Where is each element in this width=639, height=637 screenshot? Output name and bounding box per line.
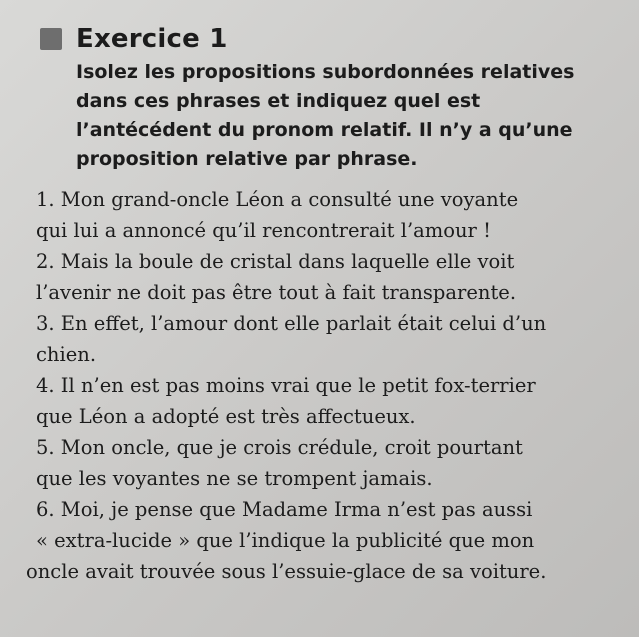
sentence-2 — [36, 246, 636, 308]
sentence-line: 2. Mais la boule de cristal dans laquelle elle voit — [36, 250, 515, 273]
square-bullet-icon — [40, 28, 62, 50]
sentence-4 — [36, 370, 636, 432]
sentence-line: l’avenir ne doit pas être tout à fait transparente. — [36, 281, 517, 304]
sentence-line: 4. Il n’en est pas moins vrai que le petit fox-terrier — [36, 374, 536, 397]
sentence-5 — [36, 432, 636, 494]
sentence-line: 3. En effet, l’amour dont elle parlait était celui d’un — [36, 312, 547, 335]
instruction-line: Isolez les propositions subordonnées relatives — [76, 61, 575, 83]
sentence-line: chien. — [36, 343, 97, 366]
sentence-line: 6. Moi, je pense que Madame Irma n’est pas aussi — [36, 498, 533, 521]
sentence-line: « extra-lucide » que l’indique la publicité que mon — [36, 529, 535, 552]
instruction-line: proposition relative par phrase. — [76, 148, 418, 170]
sentence-3 — [36, 308, 636, 370]
instruction-line: dans ces phrases et indiquez quel est — [76, 90, 481, 112]
instruction-line: l’antécédent du pronom relatif. Il n’y a qu’une — [76, 119, 573, 141]
sentence-line: qui lui a annoncé qu’il rencontrerait l’amour ! — [36, 219, 491, 242]
sentence-line: que les voyantes ne se trompent jamais. — [36, 467, 433, 490]
sentence-1 — [36, 184, 636, 246]
sentence-6 — [26, 494, 636, 587]
exercise-instruction — [76, 58, 574, 174]
exercise-title: Exercice 1 — [76, 24, 228, 54]
sentence-line: 1. Mon grand-oncle Léon a consulté une voyante — [36, 188, 519, 211]
sentence-line: 5. Mon oncle, que je crois crédule, croit pourtant — [36, 436, 523, 459]
sentence-line: oncle avait trouvée sous l’essuie-glace de sa voiture. — [26, 560, 547, 583]
exercise-heading — [40, 22, 228, 56]
sentence-list — [26, 184, 636, 587]
sentence-line: que Léon a adopté est très affectueux. — [36, 405, 416, 428]
